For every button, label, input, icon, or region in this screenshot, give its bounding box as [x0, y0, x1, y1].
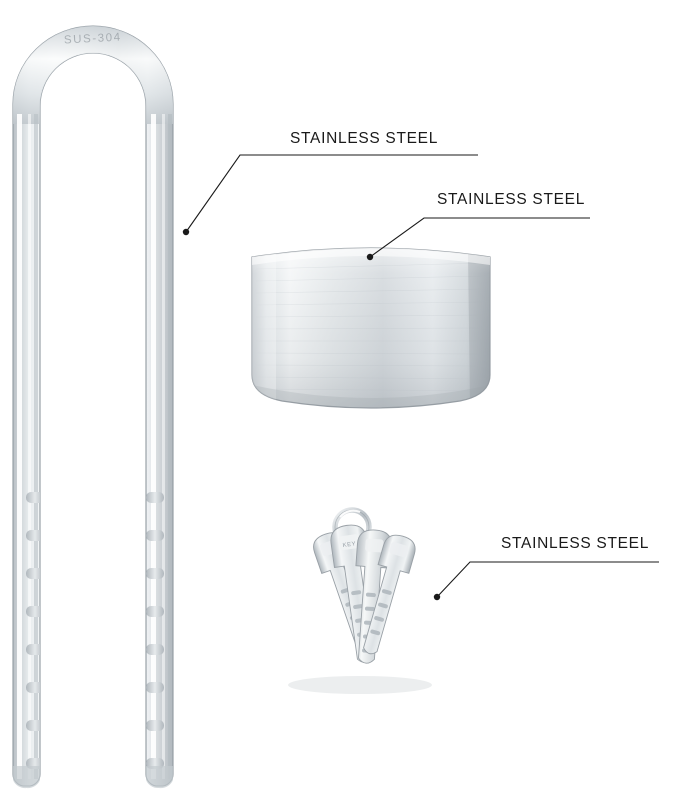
lock-body [246, 235, 496, 410]
key-set [248, 505, 478, 700]
callout-label-keys: STAINLESS STEEL [501, 535, 650, 552]
u-lock-shackle [8, 14, 198, 789]
callout-label-shackle: STAINLESS STEEL [290, 130, 439, 147]
callout-label-lock-body: STAINLESS STEEL [437, 191, 586, 208]
svg-text:SUS-304: SUS-304 [63, 31, 123, 47]
svg-text:KEY: KEY [342, 541, 357, 550]
